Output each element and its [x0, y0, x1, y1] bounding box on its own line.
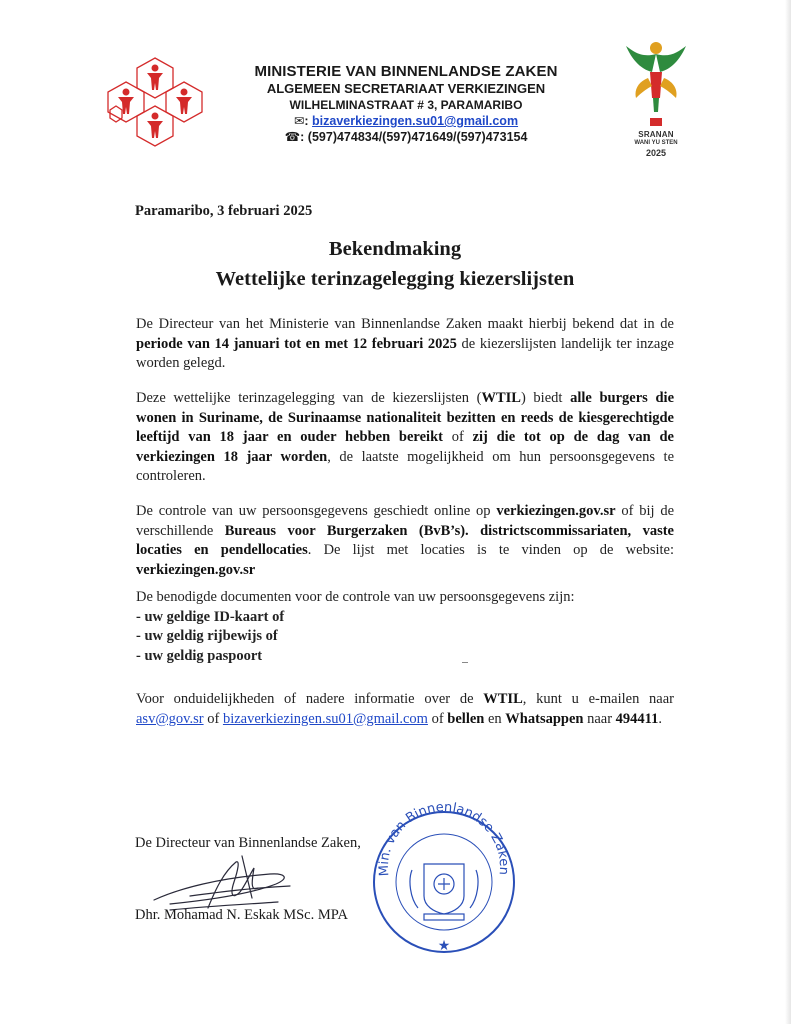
address: WILHELMINASTRAAT # 3, PARAMARIBO: [289, 98, 523, 112]
phone-numbers: (597)474834/(597)471649/(597)473154: [307, 130, 528, 144]
p5-wtil: WTIL: [483, 691, 523, 707]
p5-text-g: en: [484, 710, 506, 727]
phone-icon: ☎:: [284, 130, 308, 144]
phone-line: [212, 129, 600, 145]
p1-text-c: de kiezerslijsten landelijk ter inzage worden gelegd.: [136, 335, 674, 372]
ministry-name: MINISTERIE VAN BINNENLANDSE ZAKEN: [254, 63, 558, 80]
p2-text-e: of: [442, 429, 473, 446]
p3-website-2: verkiezingen.gov.sr: [136, 561, 256, 578]
page-edge-shadow: [785, 0, 791, 1024]
document-title: Bekendmaking: [328, 238, 462, 260]
right-logo-line2: WANI YU STEN: [634, 140, 678, 146]
p3-locations: Bureaus voor Burgerzaken (BvB’s). districtscommissariaten, vaste locaties en pendellocaties: [136, 522, 674, 559]
document-item: - uw geldige ID-kaart of: [136, 608, 285, 625]
official-stamp: [368, 800, 520, 960]
p5-text-k: .: [658, 710, 662, 727]
contact-email-biza[interactable]: bizaverkiezingen.su01@gmail.com: [222, 710, 428, 727]
date-line: Paramaribo, 3 februari 2025: [135, 203, 313, 219]
right-logo-text: [618, 131, 694, 158]
p5-bellen: bellen: [447, 710, 485, 727]
p2-eligible-citizens: alle burgers die wonen in Suriname, de Surinaamse nationaliteit bezitten en reeds de kiesgerechtigde leeftijd van 18 jaar en ouder hebben bereikt: [136, 390, 675, 446]
documents-intro: De benodigde documenten voor de controle van uw persoonsgegevens zijn:: [136, 589, 575, 605]
envelope-icon: ✉:: [293, 114, 313, 128]
right-logo-line1: SRANAN: [638, 130, 674, 139]
right-logo-year: 2025: [645, 148, 667, 158]
p2-text-g: , de laatste mogelijkheid om hun persoonsgegevens te controleren.: [136, 448, 675, 485]
document-item: - uw geldig paspoort: [136, 647, 263, 664]
p2-text-a: Deze wettelijke terinzagelegging van de kiezerslijsten (: [136, 390, 482, 406]
p3-text-c: of bij de verschillende: [136, 503, 675, 539]
email-line: [212, 113, 600, 129]
ministry-logo: [96, 56, 214, 160]
document-item: - uw geldig rijbewijs of: [136, 628, 278, 645]
p3-text-e: . De lijst met locaties is te vinden op de website:: [307, 542, 674, 559]
contact-email-asv[interactable]: asv@gov.sr: [136, 710, 204, 727]
paragraph-documents: [136, 588, 674, 666]
document-list: [136, 608, 674, 667]
svg-text:Min. van Binnenlandse Zaken: [377, 800, 511, 877]
p5-text-a: Voor onduidelijkheden of nadere informatie over de: [136, 691, 484, 707]
p2-text-c: ) biedt: [520, 390, 571, 406]
p2-wtil: WTIL: [481, 390, 521, 406]
signatory-name: Dhr. Mohamad N. Eskak MSc. MPA: [135, 907, 348, 923]
document-subtitle: Wettelijke terinzagelegging kiezerslijsten: [215, 268, 575, 290]
paragraph-contact: [136, 690, 674, 729]
p1-text-a: De Directeur van het Ministerie van Binnenlandse Zaken maakt hierbij bekend dat in de: [136, 316, 674, 332]
p5-text-d: of: [203, 710, 223, 727]
paragraph-announcement: [136, 315, 674, 374]
p5-text-i: naar: [583, 710, 616, 727]
p2-turning-18: zij die tot op de dag van de verkiezingen 18 jaar worden: [136, 429, 674, 465]
p5-text-e: of: [427, 710, 448, 727]
stamp-text: Min. van Binnenlandse Zaken: [376, 800, 512, 877]
paragraph-wtil: [136, 389, 674, 487]
header-email-link[interactable]: bizaverkiezingen.su01@gmail.com: [312, 114, 519, 128]
department-name: ALGEMEEN SECRETARIAAT VERKIEZINGEN: [266, 81, 546, 96]
star-icon: ★: [437, 938, 451, 954]
paragraph-control: [136, 502, 674, 580]
signatory-title: De Directeur van Binnenlandse Zaken,: [135, 835, 361, 851]
p5-whatsappen: Whatsappen: [505, 710, 584, 727]
p1-period: periode van 14 januari tot en met 12 februari 2025: [136, 335, 457, 352]
stray-mark: [462, 662, 468, 663]
p5-phone-number: 494411: [615, 710, 659, 727]
p3-website: verkiezingen.gov.sr: [496, 503, 616, 519]
p3-text-a: De controle van uw persoonsgegevens geschiedt online op: [136, 503, 497, 519]
p5-text-c: , kunt u e-mailen naar: [522, 691, 675, 707]
letterhead: [212, 63, 600, 145]
